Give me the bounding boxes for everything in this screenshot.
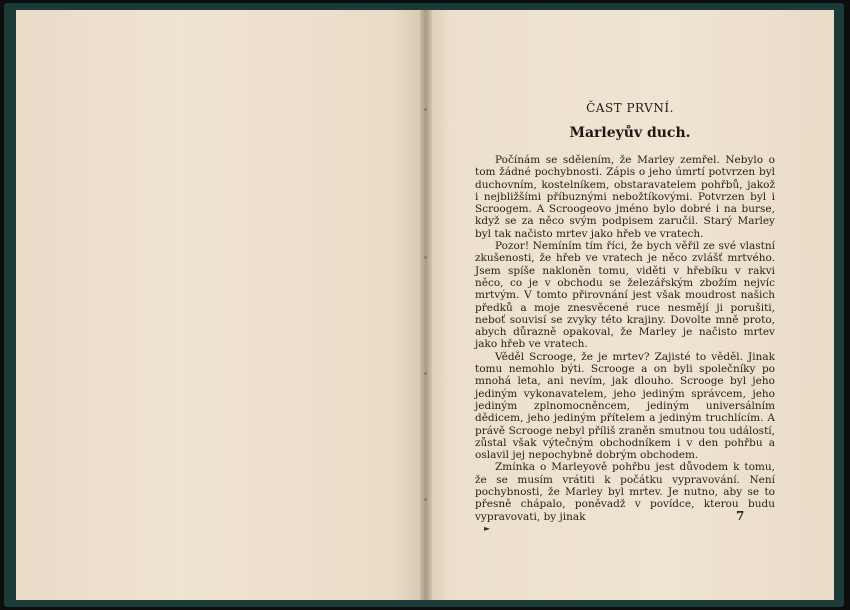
- chapter-heading: ČAST PRVNÍ.: [586, 101, 674, 115]
- body-text: [475, 154, 775, 523]
- book-gutter: [420, 10, 432, 600]
- left-page: [16, 10, 426, 600]
- paragraph: Věděl Scrooge, že je mrtev? Zajisté to věděl. Jinak tomu nemohlo býti. Scrooge a on byli společníky po mnohá leta, ani nevím, jak dlouho. Scrooge byl jeho jediným vykonavatelem, jeho jediným správcem, jeho jediným zplnomocněncem, jediným universálním dědicem, jeho jediným přítelem a jediným truchlícím. A právě Scrooge nebyl příliš zraněn smutnou tou událostí, zůstal však výtečným obchodníkem i v den pohřbu a oslavil jej nepochybně dobrým obchodem.: [475, 350, 775, 462]
- printer-mark: ►: [484, 524, 491, 533]
- chapter-title: Marleyův duch.: [569, 125, 691, 141]
- page-number: 7: [736, 509, 745, 523]
- paragraph: Počínám se sdělením, že Marley zemřel. Nebylo o tom žádné pochybnosti. Zápis o jeho úmrtí potvrzen byl duchovním, kostelníkem, obstaravatelem pohřbů, jakož i nejbližšími příbuznými nebožtíkovými. Potvrzen byl i Scroogem. A Scroogeovo jméno bylo dobré i na burse, když se za něco svým podpisem zaručil. Starý Marley byl tak načisto mrtev jako hřeb ve vratech.: [475, 154, 775, 240]
- paragraph: Pozor! Nemíním tím říci, že bych věřil ze své vlastní zkušenosti, že hřeb ve vratech je něco zvlášť mrtvého. Jsem spíše nakloněn tomu, viděti v hřebíku v rakvi něco, co je v obchodu se železářským zbožím nejvíc mrtvým. V tomto přirovnání jest však moudrost našich předků a moje znesvěcené ruce nesmějí ji porušiti, neboť souvisí se zvyky této krajiny. Dovolte mně proto, abych důrazně opakoval, že Marley je načisto mrtev jako hřeb ve vratech.: [475, 240, 775, 351]
- binding-stitch: [424, 256, 427, 259]
- binding-stitch: [424, 372, 427, 375]
- paragraph: Zmínka o Marleyově pohřbu jest důvodem k tomu, že se musím vrátiti k počátku vypravování. Není pochybnosti, že Marley byl mrtev. Je nutno, aby se to přesně chápalo, poněvadž v povídce, kterou budu vypravovati, by jinak: [475, 461, 775, 523]
- binding-stitch: [424, 498, 427, 501]
